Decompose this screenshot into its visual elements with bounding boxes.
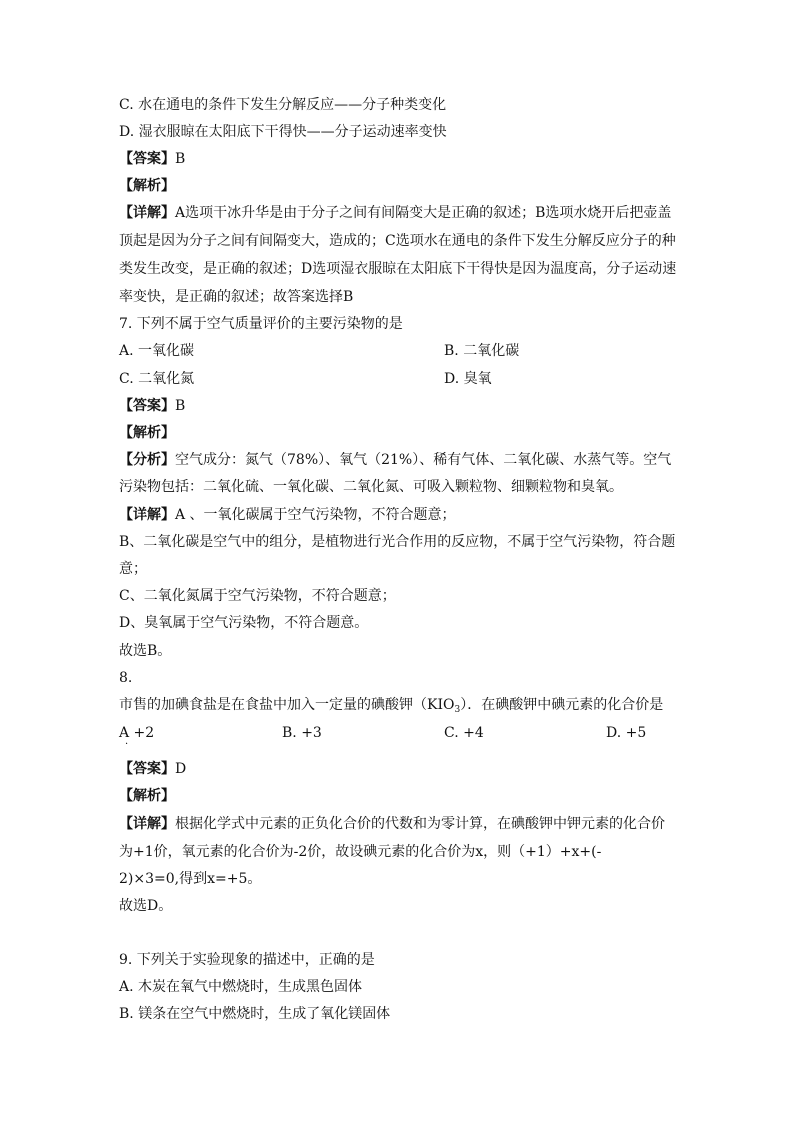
analysis-text: 空气成分：氮气（78%）、氧气（21%）、稀有气体、二氧化碳、水蒸气等。空气 bbox=[175, 452, 672, 468]
answer-tag: 【答案】 bbox=[119, 398, 175, 414]
q8-stem-post: ）．在碘酸钾中碘元素的化合价是 bbox=[460, 697, 664, 713]
q9-stem: 9. 下列关于实验现象的描述中，正确的是 bbox=[119, 952, 375, 968]
analysis-sub-tag: 【分析】 bbox=[119, 452, 175, 468]
detail-tag: 【详解】 bbox=[119, 507, 175, 523]
detail-text: 根据化学式中元素的正负化合价的代数和为零计算，在碘酸钾中钾元素的化合价 bbox=[175, 816, 665, 832]
answer-tag: 【答案】 bbox=[119, 151, 175, 167]
q7-detail-a bbox=[119, 505, 456, 525]
q6-answer bbox=[119, 149, 185, 169]
q8-option-d: D. +5 bbox=[606, 725, 647, 741]
answer-tag: 【答案】 bbox=[119, 761, 175, 777]
q8-analysis-tag: 【解析】 bbox=[119, 788, 175, 804]
q6-option-c: C. 水在通电的条件下发生分解反应——分子种类变化 bbox=[119, 97, 447, 113]
q8-stem bbox=[119, 695, 663, 720]
q7-detail-c: C、二氧化氮属于空气污染物，不符合题意； bbox=[119, 588, 396, 604]
detail-text: A选项干冰升华是由于分子之间有间隔变大是正确的叙述；B选项水烧开后把壶盖 bbox=[175, 205, 672, 221]
q7-analysis-line-2: 污染物包括：二氧化硫、一氧化碳、二氧化氮、可吸入颗粒物、细颗粒物和臭氧。 bbox=[119, 479, 623, 495]
q7-option-d: D. 臭氧 bbox=[444, 371, 492, 387]
q7-stem: 7. 下列不属于空气质量评价的主要污染物的是 bbox=[119, 316, 403, 332]
q8-detail-line-1 bbox=[119, 814, 665, 834]
q8-conclusion: 故选D。 bbox=[119, 898, 173, 914]
q6-detail-line-1 bbox=[119, 203, 671, 223]
q7-option-a: A. 一氧化碳 bbox=[119, 343, 195, 359]
q8-stem-subscript: 3 bbox=[454, 705, 461, 715]
detail-tag: 【详解】 bbox=[119, 816, 175, 832]
q8-option-a: A +2 bbox=[119, 725, 155, 741]
q7-analysis-tag: 【解析】 bbox=[119, 425, 175, 441]
q7-conclusion: 故选B。 bbox=[119, 643, 172, 659]
q7-analysis-line-1 bbox=[119, 450, 671, 470]
answer-value: B bbox=[175, 398, 186, 414]
q8-answer bbox=[119, 759, 186, 779]
q8-detail-line-3: 2)×3=0,得到x=+5。 bbox=[119, 871, 262, 887]
q6-detail-line-3: 类发生改变，是正确的叙述；D选项湿衣服晾在太阳底下干得快是因为温度高，分子运动速 bbox=[119, 261, 677, 277]
q6-detail-line-2: 顶起是因为分子之间有间隔变大，造成的；C选项水在通电的条件下发生分解反应分子的种 bbox=[119, 233, 676, 249]
q8-option-b: B. +3 bbox=[282, 725, 322, 741]
q6-analysis-tag: 【解析】 bbox=[119, 178, 175, 194]
detail-tag: 【详解】 bbox=[119, 205, 175, 221]
stray-period-mark: · bbox=[125, 739, 129, 750]
q7-answer bbox=[119, 396, 185, 416]
q6-detail-line-4: 率变快，是正确的叙述；故答案选择B bbox=[119, 289, 354, 305]
q8-stem-pre: 市售的加碘食盐是在食盐中加入一定量的碘酸钾（KIO bbox=[119, 697, 455, 713]
answer-value: B bbox=[175, 151, 186, 167]
q7-detail-b-line-1: B、二氧化碳是空气中的组分，是植物进行光合作用的反应物，不属于空气污染物，符合题 bbox=[119, 534, 676, 550]
q9-option-a: A. 木炭在氧气中燃烧时，生成黑色固体 bbox=[119, 979, 363, 995]
answer-value: D bbox=[175, 761, 187, 777]
q8-number: 8. bbox=[119, 670, 133, 686]
q8-detail-line-2: 为+1价，氧元素的化合价为-2价，故设碘元素的化合价为x，则（+1）+x+(- bbox=[119, 844, 602, 860]
q7-option-b: B. 二氧化碳 bbox=[444, 343, 520, 359]
q7-option-c: C. 二氧化氮 bbox=[119, 371, 195, 387]
q8-option-c: C. +4 bbox=[444, 725, 484, 741]
q6-option-d: D. 湿衣服晾在太阳底下干得快——分子运动速率变快 bbox=[119, 124, 447, 140]
detail-text: A 、一氧化碳属于空气污染物，不符合题意； bbox=[175, 507, 456, 523]
q9-option-b: B. 镁条在空气中燃烧时，生成了氧化镁固体 bbox=[119, 1006, 391, 1022]
q7-detail-b-line-2: 意； bbox=[119, 561, 147, 577]
q7-detail-d: D、臭氧属于空气污染物，不符合题意。 bbox=[119, 615, 369, 631]
